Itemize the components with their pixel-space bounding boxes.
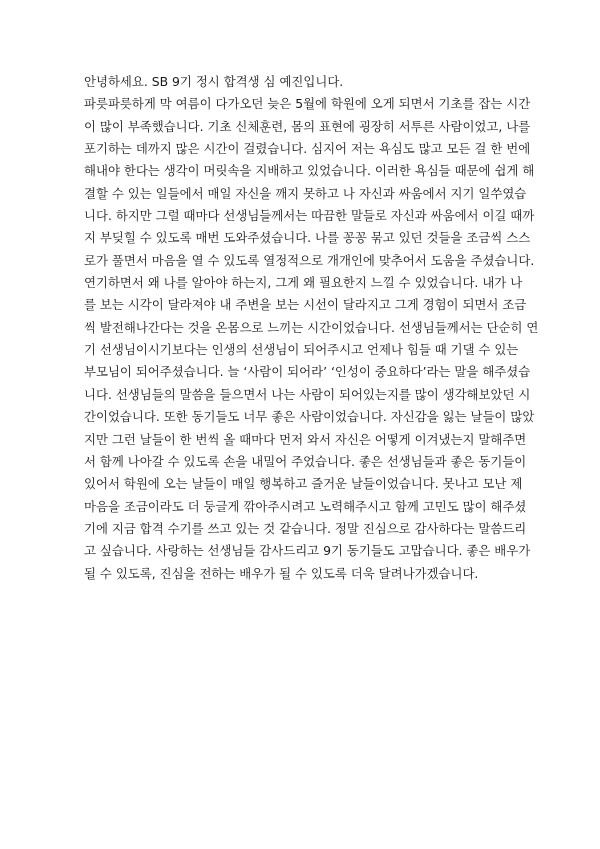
body-line: 니다. 하지만 그럴 때마다 선생님들께서는 따끔한 말들로 자신과 싸움에서 이길 때까 bbox=[84, 208, 535, 224]
body-line: 이 많이 부족했습니다. 기초 신체훈련, 몸의 표현에 굉장히 서투른 사람이었고, 나를 bbox=[84, 118, 531, 134]
body-line: 서 함께 나아갈 수 있도록 손을 내밀어 주었습니다. 좋은 선생님들과 좋은 동기들이 bbox=[84, 453, 527, 469]
body-line: 니다. 선생님들의 말씀을 들으면서 나는 사람이 되어있는지를 많이 생각해보았던 시 bbox=[84, 386, 531, 402]
body-line: 지 부딪힐 수 있도록 매번 도와주셨습니다. 나를 꽁꽁 묶고 있던 것들을 조금씩 스스 bbox=[84, 230, 531, 246]
body-line: 포기하는 데까지 많은 시간이 걸렸습니다. 심지어 저는 욕심도 많고 모든 걸 한 번에 bbox=[84, 141, 531, 157]
greeting-line: 안녕하세요. SB 9기 정시 합격생 심 예진입니다. bbox=[84, 74, 344, 89]
body-line: 지만 그런 날들이 한 번씩 올 때마다 먼저 와서 자신은 어떻게 이겨냈는지 말해주면 bbox=[84, 431, 527, 447]
body-line: 마음을 조금이라도 더 둥글게 깎아주시려고 노력해주시고 함께 고민도 많이 해주셨 bbox=[84, 498, 527, 514]
body-line: 로가 풀면서 마음을 열 수 있도록 열정적으로 개개인에 맞추어서 도움을 주셨습니다. bbox=[84, 252, 535, 268]
closing-line: 될 수 있도록, 진심을 전하는 배우가 될 수 있도록 더욱 달려나가겠습니다. bbox=[84, 565, 479, 581]
body-line: 부모님이 되어주셨습니다. 늘 ‘사람이 되어라’ ‘인성이 중요하다’라는 말을 해주셨습 bbox=[84, 364, 531, 380]
body-line: 를 보는 시각이 달라져야 내 주변을 보는 시선이 달라지고 그게 경험이 되면서 조금 bbox=[84, 297, 527, 313]
body-line: 기에 지금 합격 수기를 쓰고 있는 것 같습니다. 정말 진심으로 감사하다는 말씀드리 bbox=[84, 520, 527, 536]
body-line: 씩 발전해나간다는 것을 온몸으로 느끼는 시간이었습니다. 선생님들께서는 단순히 연 bbox=[84, 319, 539, 335]
body-line: 연기하면서 왜 나를 알아야 하는지, 그게 왜 필요한지 느낄 수 있었습니다. 내가 나 bbox=[84, 275, 523, 291]
body-line: 고 싶습니다. 사랑하는 선생님들 감사드리고 9기 동기들도 고맙습니다. 좋은 배우가 bbox=[84, 543, 531, 559]
body-line: 기 선생님이시기보다는 인생의 선생님이 되어주시고 언제나 힘들 때 기댈 수 있는 bbox=[84, 342, 519, 358]
body-line: 파릇파릇하게 막 여름이 다가오던 늦은 5월에 학원에 오게 되면서 기초를 잡는 시간 bbox=[84, 96, 531, 112]
body-line: 결할 수 있는 일들에서 매일 자신을 깨지 못하고 나 자신과 싸움에서 지기 일쑤였습 bbox=[84, 185, 527, 201]
testimonial-body bbox=[84, 71, 539, 585]
body-line: 간이었습니다. 또한 동기들도 너무 좋은 사람이었습니다. 자신감을 잃는 날들이 많았 bbox=[84, 409, 535, 425]
body-line: 해내야 한다는 생각이 머릿속을 지배하고 있었습니다. 이러한 욕심들 때문에 쉽게 해 bbox=[84, 163, 535, 179]
body-line: 있어서 학원에 오는 날들이 매일 행복하고 즐거운 날들이었습니다. 못나고 모난 제 bbox=[84, 476, 523, 492]
